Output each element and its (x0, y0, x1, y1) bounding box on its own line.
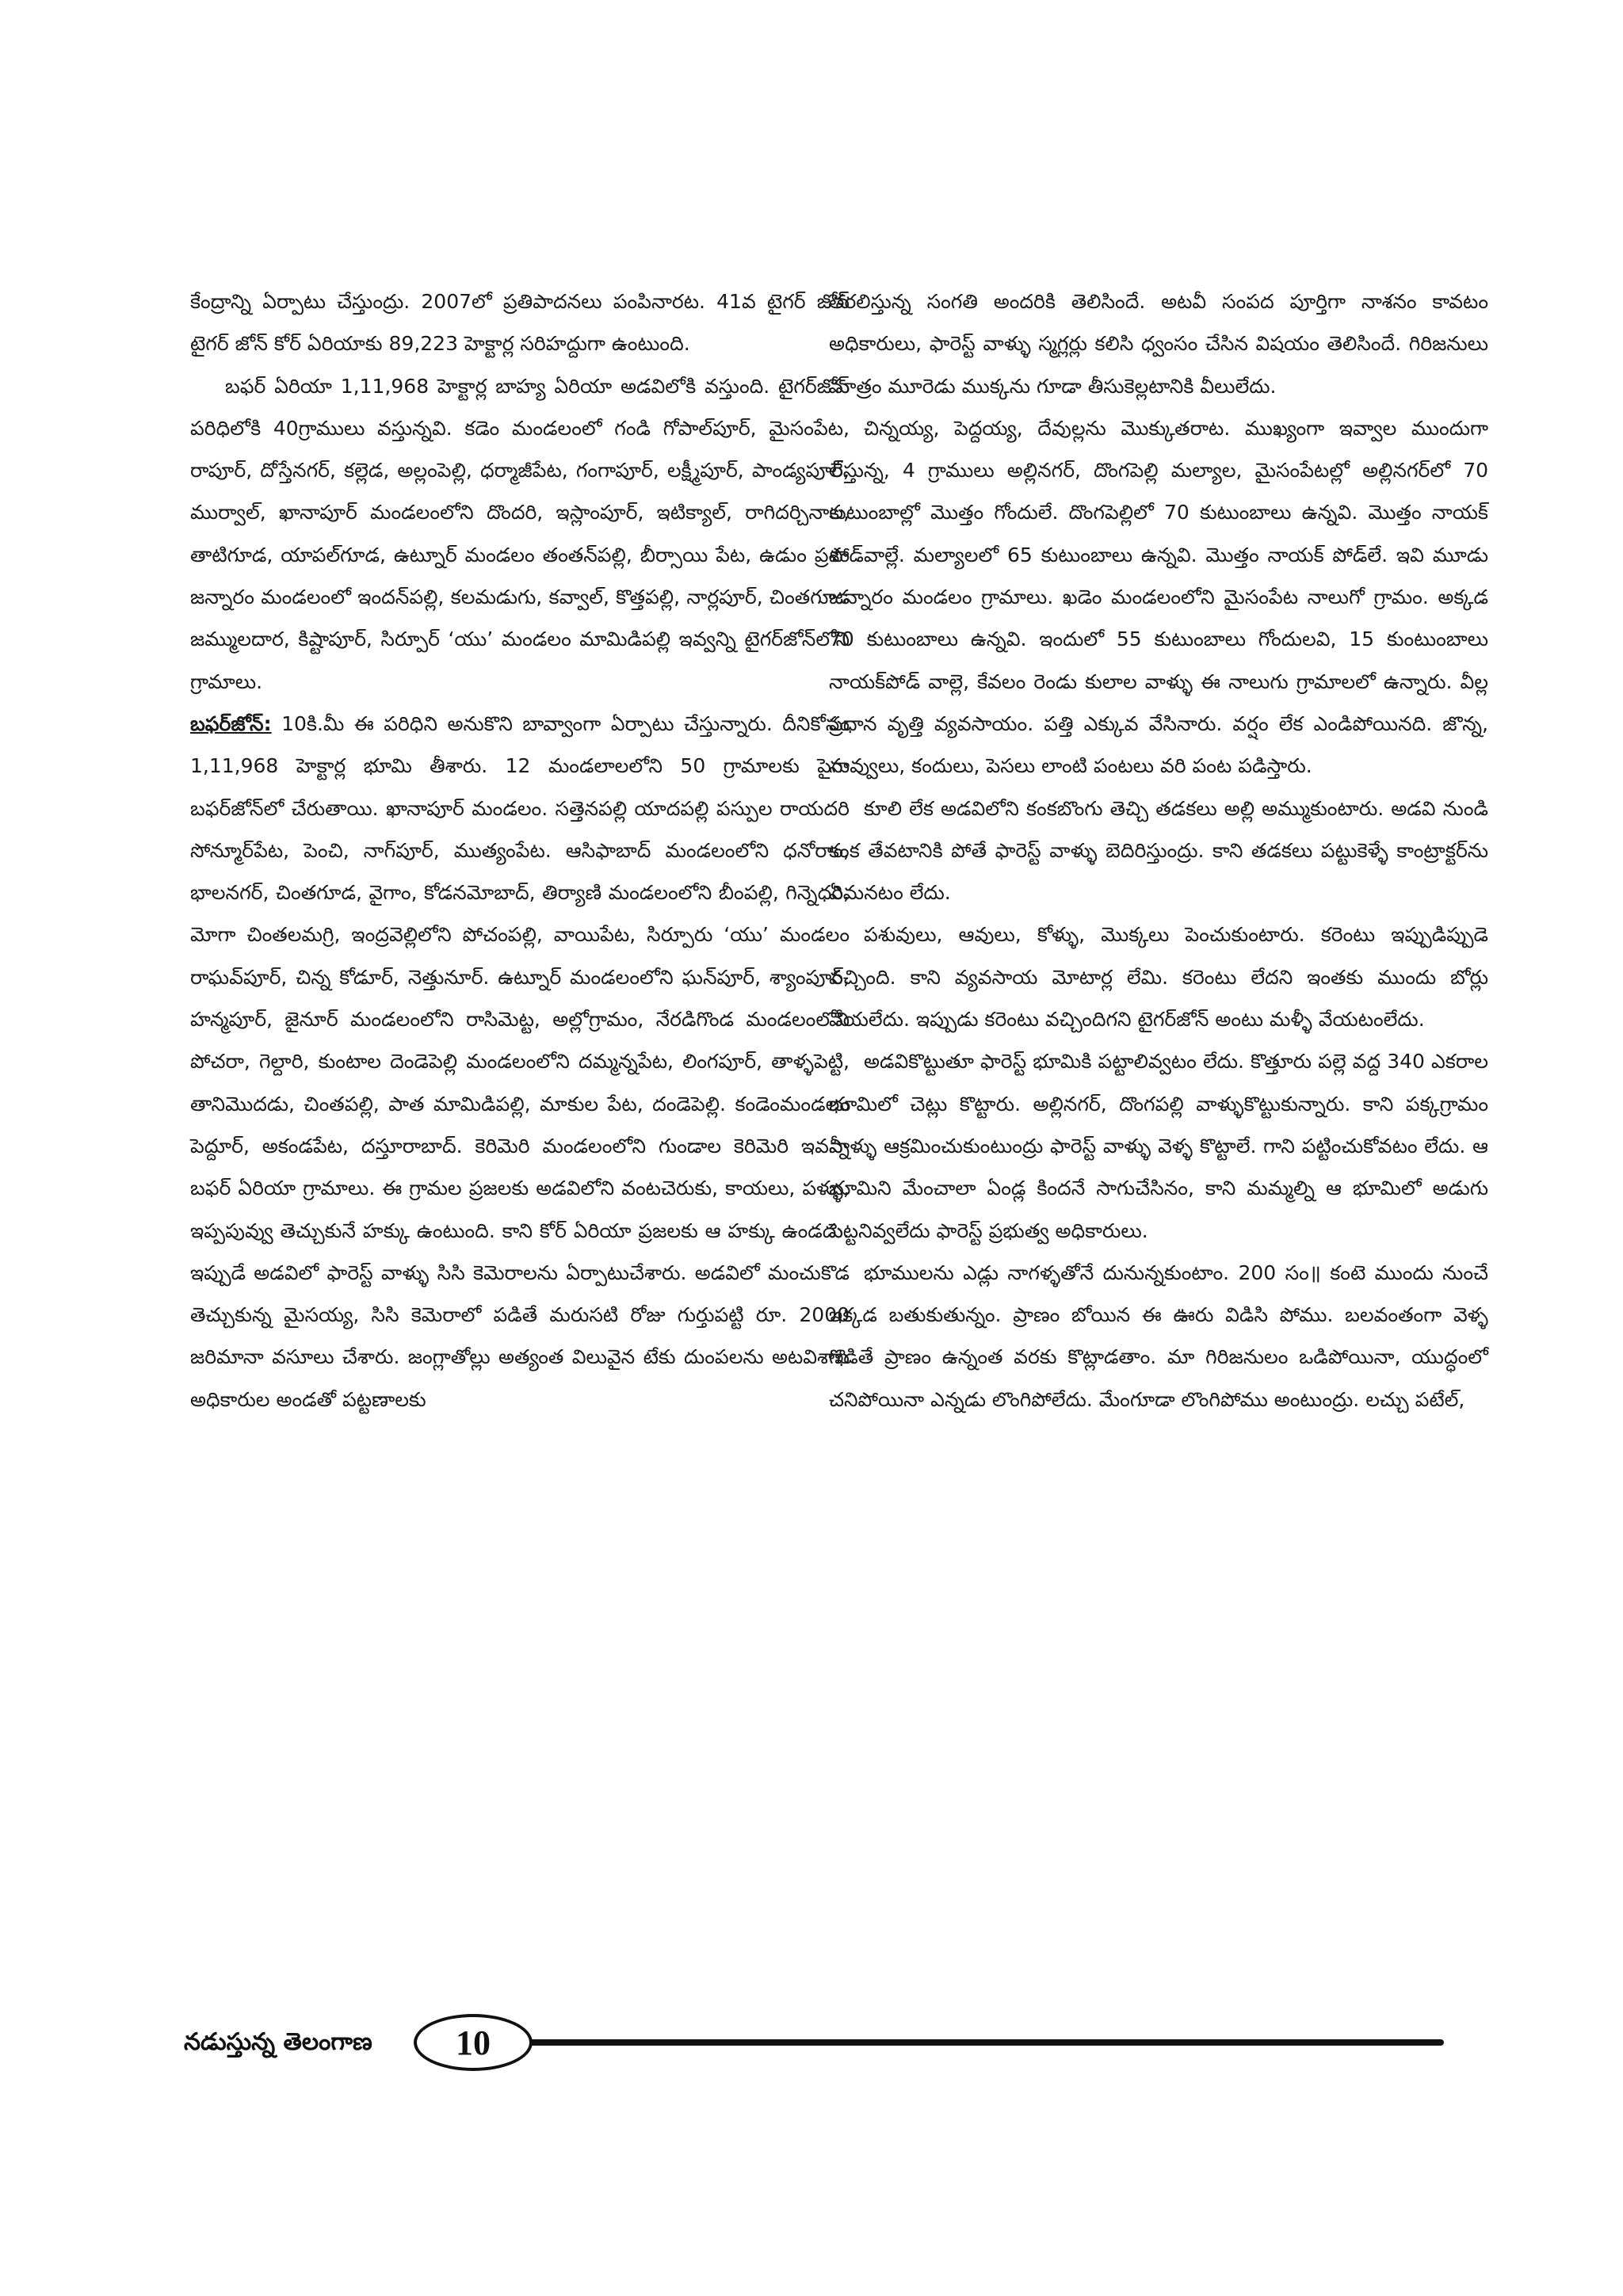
footer-rule (526, 2039, 1444, 2046)
paragraph-text: కేంద్రాన్ని ఏర్పాటు చేస్తుంద్రు. 2007లో ప్రతిపాదనలు పంపినారట. 41వ టైగర్ జోన్ టైగర్ జోన్ కోర్ ఏరియాకు 89,223 హెక్టార్ల సరిహద్దుగా ఉంటుంది. (190, 290, 850, 356)
right-paragraph (829, 407, 1488, 788)
paragraph-text: భూములను ఎడ్లు నాగళ్ళతోనే దునున్నకుంటాం. 200 సం॥ కంటె ముందు నుంచే ఇక్కడ బతుకుతున్నం. ప్రాణం బోయిన ఈ ఊరు విడిసి పోము. బలవంతంగా వెళ్ళ గొడితే ప్రాణం ఉన్నంత వరకు కొట్లాడతాం. మా గిరిజనులం ఒడిపోయినా, యుద్ధంలో చనిపోయినా ఎన్నడు లొంగిపోలేదు. మేంగూడా లొంగిపోము అంటుంద్రు. లచ్చు పటేల్, (829, 1261, 1488, 1411)
paragraph-text: బఫర్ ఏరియా 1,11,968 హెక్టార్ల బాహ్య ఏరియా అడవిలోకి వస్తుంది. టైగర్‌జోన్ పరిధిలోకి 40గ్రాములు వస్తున్నవి. కడెం మండలంలో గండి గోపాల్‌పూర్, మైసంపేట, రాపూర్, దోస్తేనగర్, కల్లెడ, అల్లంపెల్లి, ధర్మాజీపేట, గంగాపూర్, లక్ష్మీపూర్, పాండ్యపూర్, ముర్వాల్, ఖానాపూర్ మండలంలోని దొందరి, ఇస్లాంపూర్, ఇటిక్యాల్, రాగిదర్చినాల, తాటిగూడ, యాపల్‌గూడ, ఉట్నూర్ మండలం తంతన్‌పల్లి, బీర్సాయి పేట, ఉడుం ప్రశం జన్నారం మండలంలో ఇందన్‌పల్లి, కలమడుగు, కవ్వాల్, కొత్తపల్లి, నార్లపూర్, చింతగూడ జమ్ములదార, కిష్టాపూర్, సిర్పూర్ ‘యు’ మండలం మామిడిపల్లి ఇవ్వన్ని టైగర్‌జోన్‌లోని గ్రామాలు. (190, 374, 850, 693)
page-number-badge (414, 2014, 533, 2071)
magazine-title: నడుస్తున్న తెలంగాణ (184, 2028, 372, 2056)
page-number: 10 (456, 2023, 491, 2062)
right-paragraph (829, 788, 1488, 914)
left-paragraph (190, 365, 850, 703)
paragraph-text: తరలిస్తున్న సంగతి అందరికి తెలిసిందే. అటవీ సంపద పూర్తిగా నాశనం కావటం అధికారులు, ఫారెస్ట్ వాళ్ళు స్మగ్లర్లు కలిసి ధ్వంసం చేసిన విషయం తెలిసిందే. గిరిజనులు మాత్రం మూరెడు ముక్కను గూడా తీసుకెల్లటానికి వీలులేదు. (829, 290, 1488, 398)
paragraph-text: కూలి లేక అడవిలోని కంకబొంగు తెచ్చి తడకలు అల్లి అమ్ముకుంటారు. అడవి నుండి కంక తేవటానికి పోతే ఫారెస్ట్ వాళ్ళు బెదిరిస్తుంద్రు. కాని తడకలు పట్టుకెళ్ళే కాంట్రాక్టర్‌ను ఏమనటం లేదు. (829, 796, 1488, 905)
right-paragraph (829, 913, 1488, 1040)
left-paragraph (190, 280, 850, 365)
page-footer (184, 2011, 1444, 2081)
section-heading: బఫర్‌జోన్: (190, 711, 272, 735)
right-paragraph (829, 1252, 1488, 1421)
left-column (190, 280, 850, 1421)
paragraph-text: అడవికొట్టుతూ ఫారెస్ట్ భూమికి పట్టాలివ్వటం లేదు. కొత్తూరు పల్లె వద్ద 340 ఎకరాల భూమిలో చెట్లు కొట్టారు. అల్లినగర్, దొంగపల్లి వాళ్ళుకొట్టుకున్నారు. కాని పక్కగ్రామం వాళ్ళు ఆక్రమించుకుంటుంద్రు ఫారెస్ట్ వాళ్ళు వెళ్ళ కొట్టాలే. గాని పట్టించుకోవటం లేదు. ఆ భూమిని మేంచాలా ఏండ్ల కిందనే సాగుచేసినం, కాని మమ్మల్ని ఆ భూమిలో అడుగు పెట్టనివ్వలేదు ఫారెస్ట్ ప్రభుత్వ అధికారులు. (829, 1050, 1488, 1242)
right-paragraph (829, 280, 1488, 407)
right-column (829, 280, 1488, 1421)
paragraph-text: పశువులు, ఆవులు, కోళ్ళు, మొక్కలు పెంచుకుంటారు. కరెంటు ఇప్పుడిప్పుడె వచ్చింది. కాని వ్యవసాయ మోటార్ల లేమి. కరెంటు లేదని ఇంతకు ముందు బోర్లు వేయలేదు. ఇప్పుడు కరెంటు వచ్చిందిగని టైగర్‌జోన్ అంటు మళ్ళీ వేయటంలేదు. (829, 923, 1488, 1032)
paragraph-text: చిన్నయ్య, పెద్దయ్య, దేవుల్లను మొక్కుతరాట. ముఖ్యంగా ఇవ్వాల ముందుగా లేస్తున్న, 4 గ్రాములు అల్లినగర్, దొంగపెల్లి మల్యాల, మైసంపేటల్లో అల్లినగర్‌లో 70 కుటుంబాల్లో మొత్తం గోందులే. దొంగపెల్లిలో 70 కుటుంబాలు ఉన్నవి. మొత్తం నాయక్ పోడ్‌వాల్లే. మల్యాలలో 65 కుటుంబాలు ఉన్నవి. మొత్తం నాయక్ పోడ్‌లే. ఇవి మూడు జన్నారం మండలం గ్రామాలు. ఖడెం మండలంలోని మైసంపేట నాలుగో గ్రామం. అక్కడ 70 కుటుంబాలు ఉన్నవి. ఇందులో 55 కుటుంబాలు గోందులవి, 15 కుంటుంబాలు నాయక్‌పోడ్ వాల్లె, కేవలం రెండు కులాల వాళ్ళు ఈ నాలుగు గ్రామాలలో ఉన్నారు. వీల్ల ప్రధాన వృత్తి వ్యవసాయం. పత్తి ఎక్కువ వేసినారు. వర్షం లేక ఎండిపోయినది. జొన్న, నువ్వులు, కందులు, పెసలు లాంటి పంటలు వరి పంట పడిస్తారు. (829, 416, 1488, 778)
right-paragraph (829, 1040, 1488, 1251)
paragraph-text: 10కి.మీ ఈ పరిధిని అనుకొని బావ్వాంగా ఏర్పాటు చేస్తున్నారు. దీనికోసం 1,11,968 హెక్టార్ల భూమి తీశారు. 12 మండలాలలోని 50 గ్రామాలకు పైగా బఫర్‌జోన్‌లో చేరుతాయి. ఖానాపూర్ మండలం. సత్తెనపల్లి యాదపల్లి పస్పుల రాయదరి సోన్మూర్‌పేట, పెంచి, నాగ్‌పూర్, ముత్యంపేట. ఆసిఫాబాద్ మండలంలోని ధనోరాం, భాలనగర్, చింతగూడ, వైగాం, కోడనమోబాద్, తిర్యాణి మండలంలోని బీంపల్లి, గిన్నెధరి, మోగా చింతలమగ్రి, ఇంద్రవెల్లిలోని పోచంపల్లి, వాయిపేట, సిర్పూరు ‘యు’ మండలం రాఘవ్‌పూర్, చిన్న కోడూర్, నెత్తునూర్. ఉట్నూర్ మండలంలోని ఘన్‌పూర్, శ్యాంపూర్, హన్మపూర్, జైనూర్ మండలంలోని రాసిమెట్ట, అల్లోగ్రామం, నేరడిగొండ మండలంలోని పోచరా, గెల్దారి, కుంటాల దెండెపెల్లి మండలంలోని దమ్మన్నపేట, లింగపూర్, తాళ్ళపెట్టి, తానిమొదడు, చింతపల్లి, పాత మామిడిపల్లి, మాకుల పేట, దండెపెల్లి. కండెంమండలం పెద్దూర్, అకండపేట, దస్తూరాబాద్. కెరిమెరి మండలంలోని గుండాల కెరిమెరి ఇవన్నీ బఫర్ ఏరియా గ్రామాలు. ఈ గ్రామల ప్రజలకు అడవిలోని వంటచెరుకు, కాయలు, పళ్ళు, ఇప్పపువ్వు తెచ్చుకునే హక్కు ఉంటుంది. కాని కోర్ ఏరియా ప్రజలకు ఆ హక్కు ఉండదు. ఇప్పుడే అడవిలో ఫారెస్ట్ వాళ్ళు సిసి కెమెరాలను ఏర్పాటుచేశారు. అడవిలో మంచుకొడ తెచ్చుకున్న మైసయ్య, సిసి కెమెరాలో పడితే మరుసటి రోజు గుర్తుపట్టి రూ. 2000 జరిమానా వసూలు చేశారు. జంగ్లాతోల్లు అత్యంత విలువైన టేకు దుంపలను అటవిశాఖ అధికారుల అండతో పట్టణాలకు (190, 711, 850, 1411)
left-paragraph (190, 703, 850, 1421)
